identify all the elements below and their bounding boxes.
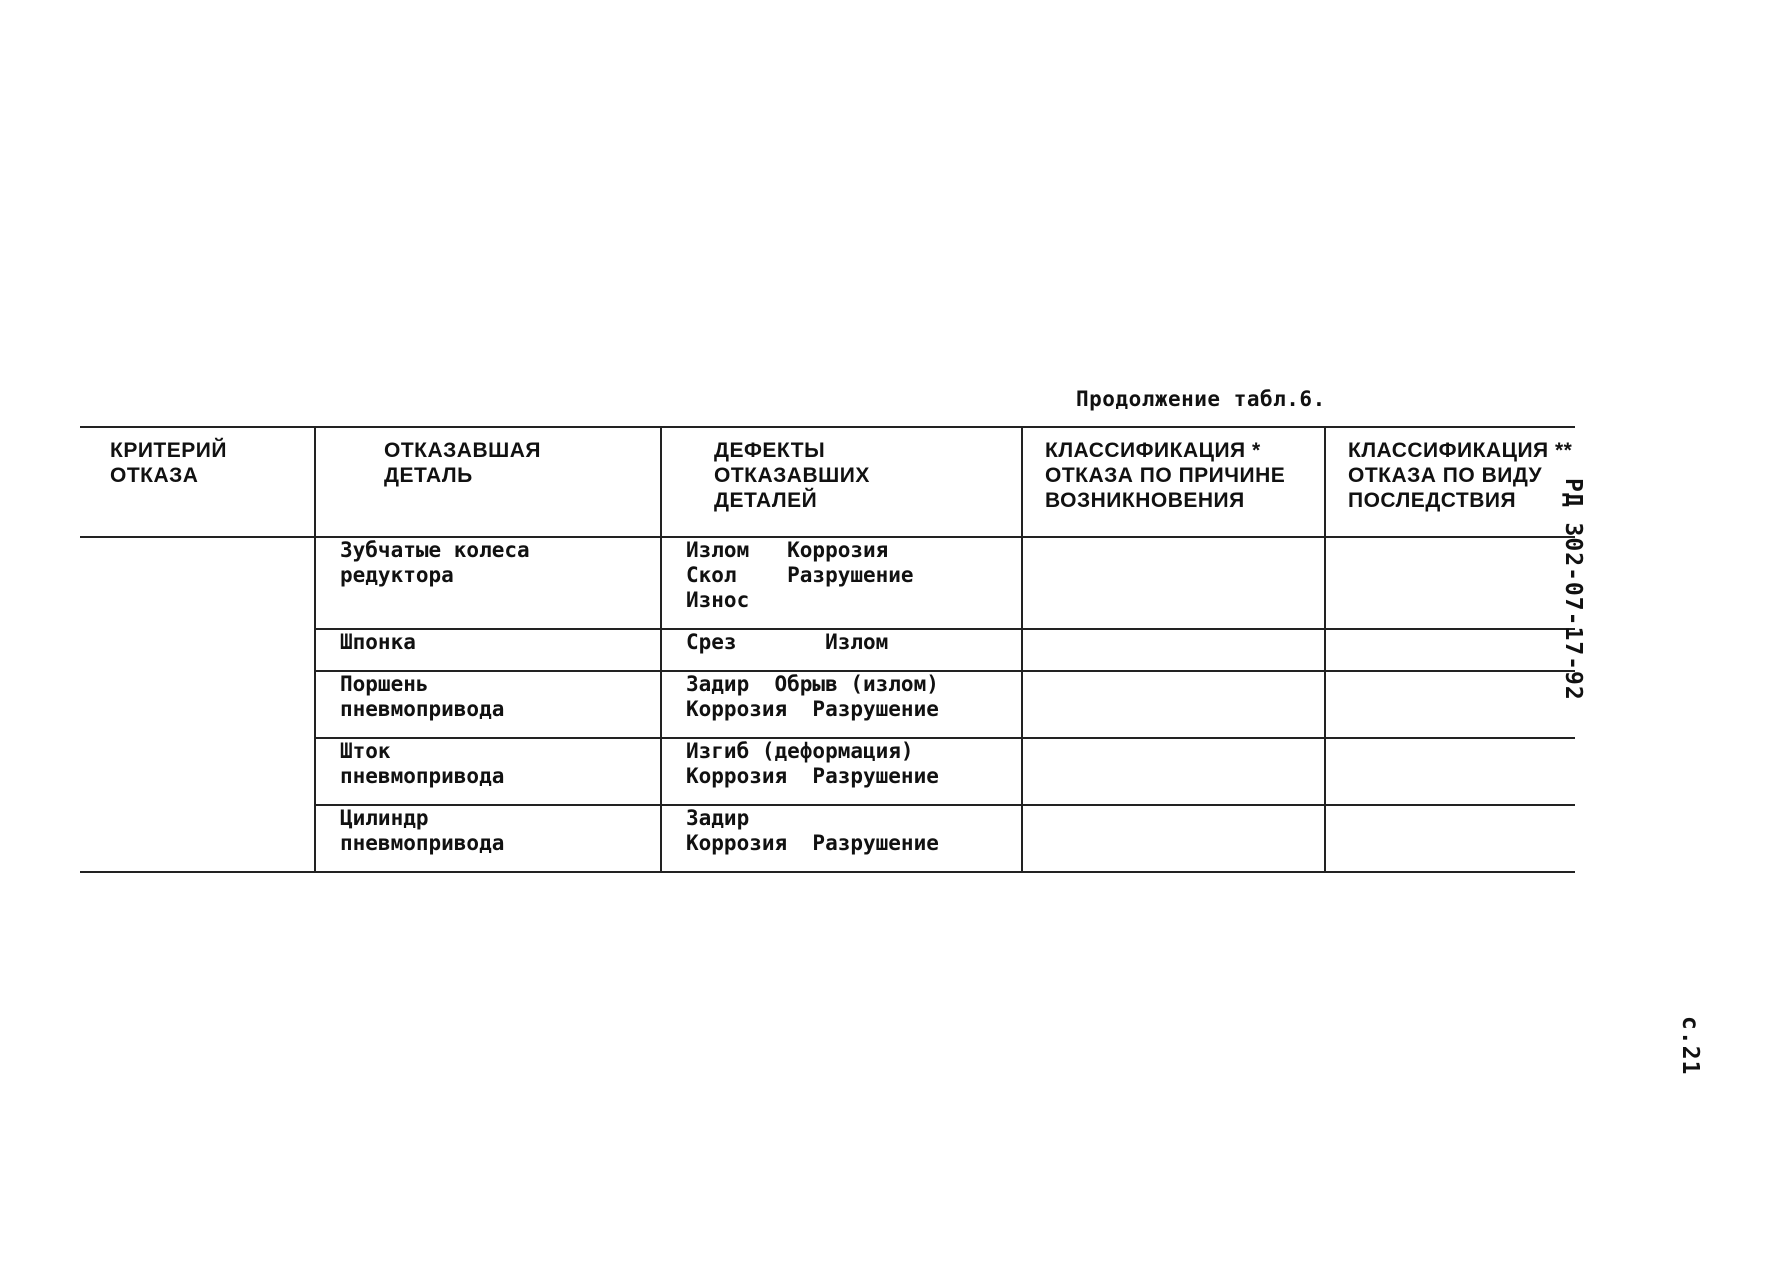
header-failed-part xyxy=(315,427,661,537)
part-cell xyxy=(315,537,661,629)
criterion-cell xyxy=(80,537,315,872)
defects-cell xyxy=(661,671,1022,738)
failure-table-container xyxy=(80,426,1575,873)
consequence-cell xyxy=(1325,671,1575,738)
part-text: Шпонка xyxy=(340,630,416,654)
header-label: КЛАССИФИКАЦИЯ ** ОТКАЗА ПО ВИДУ ПОСЛЕДСТВИЯ xyxy=(1348,439,1573,512)
header-failure-criterion xyxy=(80,427,315,537)
part-cell xyxy=(315,629,661,671)
part-text: Зубчатые колеса редуктора xyxy=(340,538,530,587)
part-cell xyxy=(315,671,661,738)
defects-cell xyxy=(661,805,1022,872)
part-cell xyxy=(315,738,661,805)
header-classification-consequence xyxy=(1325,427,1575,537)
cause-cell xyxy=(1022,629,1325,671)
defects-text: Излом Коррозия Скол Разрушение Износ xyxy=(686,538,914,612)
cause-cell xyxy=(1022,805,1325,872)
consequence-cell xyxy=(1325,805,1575,872)
cause-cell xyxy=(1022,738,1325,805)
cause-cell xyxy=(1022,537,1325,629)
table-header-row xyxy=(80,427,1575,537)
header-label: КРИТЕРИЙ ОТКАЗА xyxy=(110,439,227,487)
part-text: Шток пневмопривода xyxy=(340,739,505,788)
part-text: Поршень пневмопривода xyxy=(340,672,505,721)
consequence-cell xyxy=(1325,738,1575,805)
consequence-cell xyxy=(1325,537,1575,629)
part-cell xyxy=(315,805,661,872)
defects-cell xyxy=(661,537,1022,629)
cause-cell xyxy=(1022,671,1325,738)
page-number: с.21 xyxy=(1677,1016,1703,1076)
part-text: Цилиндр пневмопривода xyxy=(340,806,505,855)
defects-text: Срез Излом xyxy=(686,630,889,654)
defects-text: Задир Коррозия Разрушение xyxy=(686,806,939,855)
defects-cell xyxy=(661,738,1022,805)
table-continuation-note: Продолжение табл.6. xyxy=(1076,387,1326,411)
table-row xyxy=(80,537,1575,629)
document-code: РД 302-07-17-92 xyxy=(1560,478,1586,701)
defects-cell xyxy=(661,629,1022,671)
header-classification-cause xyxy=(1022,427,1325,537)
header-label: КЛАССИФИКАЦИЯ * ОТКАЗА ПО ПРИЧИНЕ ВОЗНИКНОВЕНИЯ xyxy=(1045,439,1286,512)
defects-text: Изгиб (деформация) Коррозия Разрушение xyxy=(686,739,939,788)
failure-table xyxy=(80,426,1575,873)
consequence-cell xyxy=(1325,629,1575,671)
header-label: ДЕФЕКТЫ ОТКАЗАВШИХ ДЕТАЛЕЙ xyxy=(714,439,870,512)
header-defects xyxy=(661,427,1022,537)
defects-text: Задир Обрыв (излом) Коррозия Разрушение xyxy=(686,672,939,721)
header-label: ОТКАЗАВШАЯ ДЕТАЛЬ xyxy=(384,439,541,487)
